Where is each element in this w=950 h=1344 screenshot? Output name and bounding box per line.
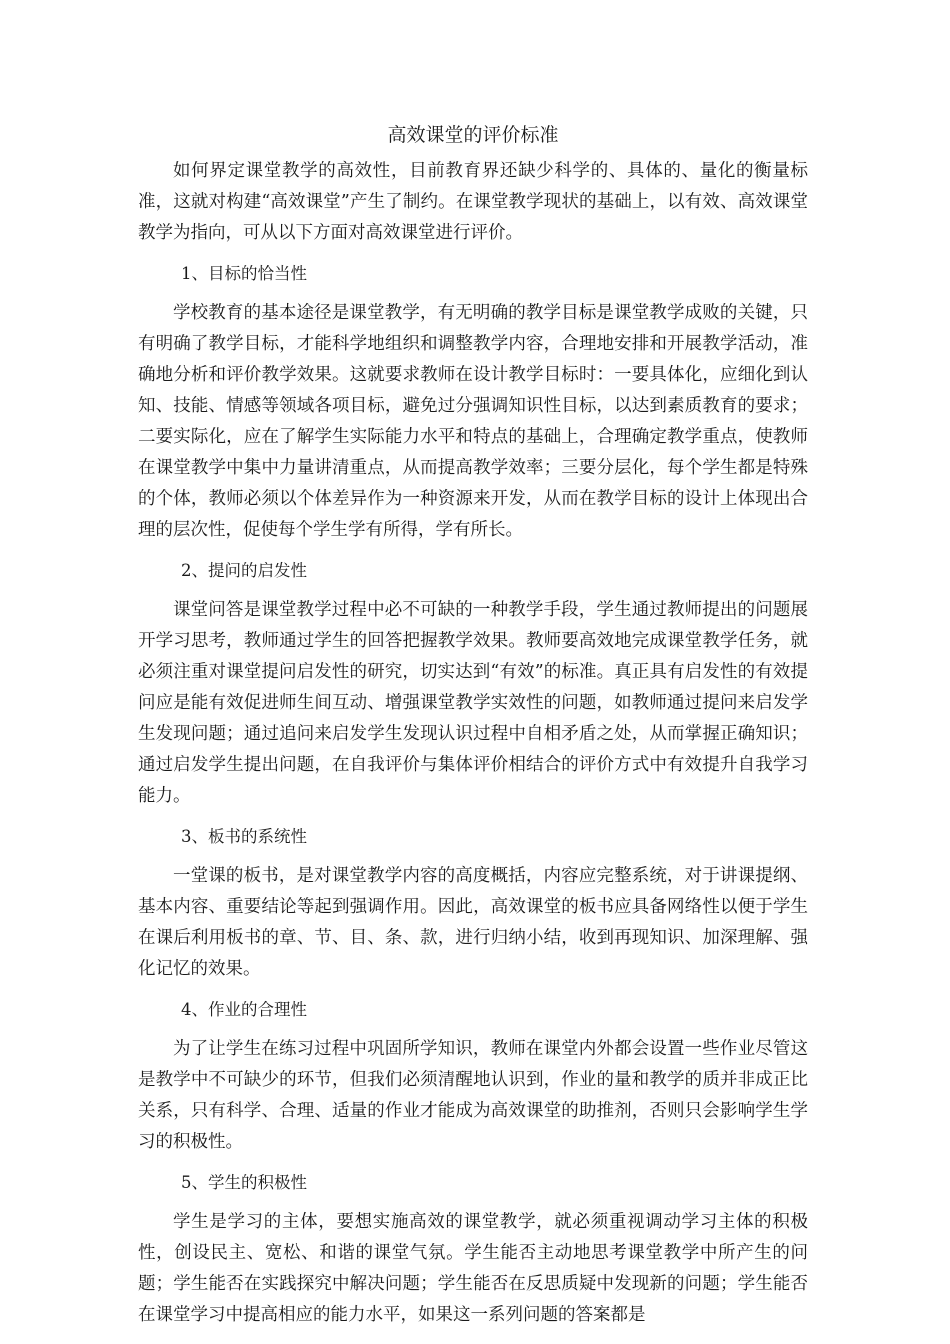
section-body-blackboard: 一堂课的板书，是对课堂教学内容的高度概括，内容应完整系统，对于讲课提纲、基本内容、重要结论等起到强调作用。因此，高效课堂的板书应具备网络性以便于学生在课后利用板书的章、节、目、条、款，进行归纳小结，收到再现知识、加深理解、强化记忆的效果。 [138, 866, 808, 979]
section-heading-homework: 4、作业的合理性 [181, 1000, 307, 1019]
intro-paragraph: 如何界定课堂教学的高效性，目前教育界还缺少科学的、具体的、量化的衡量标准，这就对构建“高效课堂”产生了制约。在课堂教学现状的基础上，以有效、高效课堂教学为指向，可从以下方面对高效课堂进行评价。 [138, 161, 808, 243]
section-heading-goal: 1、目标的恰当性 [181, 264, 307, 283]
section-heading-student: 5、学生的积极性 [181, 1173, 307, 1192]
section-body-goal: 学校教育的基本途径是课堂教学，有无明确的教学目标是课堂教学成败的关键，只有明确了教学目标，才能科学地组织和调整教学内容，合理地安排和开展教学活动，准确地分析和评价教学效果。这就要求教师在设计教学目标时：一要具体化，应细化到认知、技能、情感等领域各项目标，避免过分强调知识性目标，以达到素质教育的要求；二要实际化，应在了解学生实际能力水平和特点的基础上，合理确定教学重点，使教师在课堂教学中集中力量讲清重点，从而提高教学效率；三要分层化，每个学生都是特殊的个体，教师必须以个体差异作为一种资源来开发，从而在教学目标的设计上体现出合理的层次性，促使每个学生学有所得，学有所长。 [138, 303, 808, 540]
section-body-questioning: 课堂问答是课堂教学过程中必不可缺的一种教学手段，学生通过教师提出的问题展开学习思考，教师通过学生的回答把握教学效果。教师要高效地完成课堂教学任务，就必须注重对课堂提问启发性的研究，切实达到“有效”的标准。真正具有启发性的有效提问应是能有效促进师生间互动、增强课堂教学实效性的问题，如教师通过提问来启发学生发现问题；通过追问来启发学生发现认识过程中自相矛盾之处，从而掌握正确知识；通过启发学生提出问题，在自我评价与集体评价相结合的评价方式中有效提升自我学习能力。 [138, 600, 808, 806]
section-body-homework: 为了让学生在练习过程中巩固所学知识，教师在课堂内外都会设置一些作业尽管这是教学中不可缺少的环节，但我们必须清醒地认识到，作业的量和教学的质并非成正比关系，只有科学、合理、适量的作业才能成为高效课堂的助推剂，否则只会影响学生学习的积极性。 [138, 1039, 808, 1152]
document-title: 高效课堂的评价标准 [387, 124, 559, 146]
section-heading-blackboard: 3、板书的系统性 [181, 827, 307, 846]
document-page [138, 120, 808, 1337]
section-body-student: 学生是学习的主体，要想实施高效的课堂教学，就必须重视调动学习主体的积极性，创设民主、宽松、和谐的课堂气氛。学生能否主动地思考课堂教学中所产生的问题；学生能否在实践探究中解决问题；学生能否在反思质疑中发现新的问题；学生能否在课堂学习中提高相应的能力水平，如果这一系列问题的答案都是 [138, 1212, 808, 1325]
section-heading-questioning: 2、提问的启发性 [181, 561, 307, 580]
